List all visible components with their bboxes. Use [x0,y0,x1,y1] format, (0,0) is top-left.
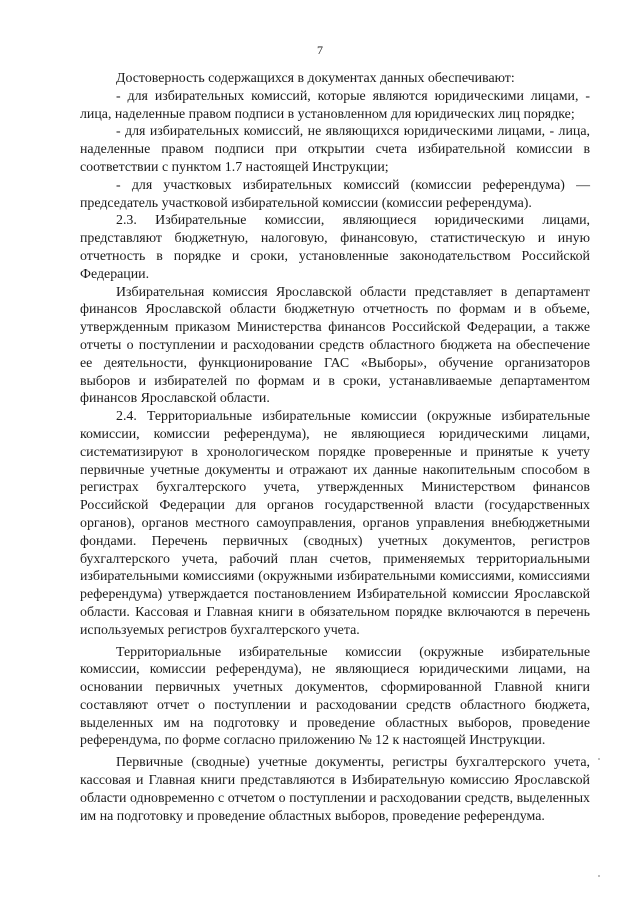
paragraph-precinct-commissions: - для участковых избирательных комиссий (комиссии референдума) — председатель участковой избирательной комиссии (комиссии референдума). [80,177,590,211]
page-number: 7 [317,43,323,57]
paragraph-non-legal-entity-commissions: - для избирательных комиссий, не являющихся юридическими лицами, - лица, наделенные правом подписи при открытии счета избирательной комиссии в соответствии с пунктом 1.7 настоящей Инструкции; [80,124,590,175]
scan-mark [598,758,600,760]
paragraph-section-2-3: 2.3. Избирательные комиссии, являющиеся юридическими лицами, представляют бюджетную, налоговую, финансовую, статистическую и иную отчетность в порядке и сроки, установленные законодательством Российской Федерации. [80,213,590,282]
paragraph-legal-entity-commissions: - для избирательных комиссий, которые являются юридическими лицами, - лица, наделенные правом подписи в установленном для юридических лиц порядке; [80,88,590,122]
paragraph-reliability-intro: Достоверность содержащихся в документах данных обеспечивают: [116,71,515,86]
paragraph-primary-documents: Первичные (сводные) учетные документы, регистры бухгалтерского учета, кассовая и Главная книги представляются в Избирательную комиссию Ярославской области одновременно с отчетом о поступлении и расходовании средств, выделенных им на подготовку и проведение областных выборов, проведение референдума. [80,755,590,824]
paragraph-yaroslavl-commission-reporting: Избирательная комиссия Ярославской области представляет в департамент финансов Ярославской области бюджетную отчетность по формам и в объеме, утвержденным приказом Министерства финансов Российской Федерации, а также отчеты о поступлении и расходовании средств областного бюджета на обеспечение ее деятельности, функционирование ГАС «Выборы», обучение организаторов выборов и избирателей по формам и в сроки, устанавливаемые департаментом финансов Ярославской области. [80,284,590,407]
paragraph-territorial-commissions-report: Территориальные избирательные комиссии (окружные избирательные комиссии, комиссии референдума), не являющиеся юридическими лицами, на основании первичных учетных документов, сформированной Главной книги составляют отчет о поступлении и расходовании средств областного бюджета, выделенных им на подготовку и проведение областных выборов, проведение референдума, по форме согласно приложению № 12 к настоящей Инструкции. [80,644,590,749]
paragraph-section-2-4: 2.4. Территориальные избирательные комиссии (окружные избирательные комиссии, комиссии референдума), не являющиеся юридическими лицами, систематизируют в хронологическом порядке проверенные и принятые к учету первичные учетные документы и отражают их данные накопительным способом в регистрах бухгалтерского учета, утвержденных Министерством финансов Российской Федерации для органов государственной власти (государственных органов), органов местного самоуправления, органов управления внебюджетными фондами. Перечень первичных (сводных) учетных документов, регистров бухгалтерского учета, рабочий план счетов, применяемых территориальными избирательными комиссиями (окружными избирательными комиссиями, комиссиями референдума) утверждается постановлением Избирательной комиссии Ярославской области. Кассовая и Главная книги в обязательном порядке включаются в перечень используемых регистров бухгалтерского учета. [80,409,590,638]
document-body [80,70,590,825]
scan-mark [598,875,600,877]
